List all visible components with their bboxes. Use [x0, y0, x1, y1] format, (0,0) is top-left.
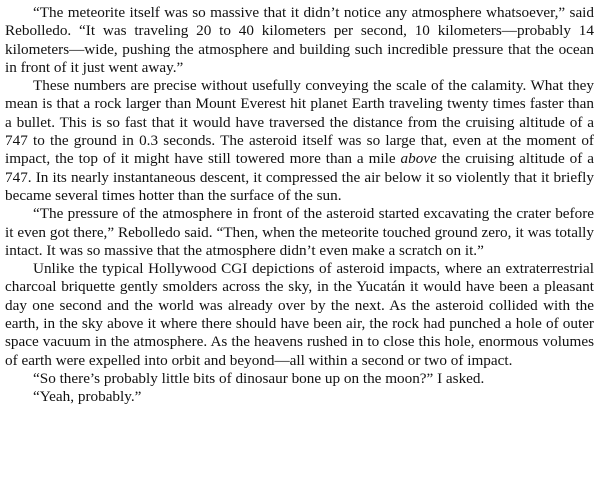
paragraph-2 — [5, 77, 594, 205]
paragraph-4 — [5, 260, 594, 370]
paragraph-text: “The meteorite itself was so massive that it didn’t notice any atmosphere whatsoever,” said Rebolledo. “It was traveling 20 to 40 kilometers per second, 10 kilometers—probably 14 kilometers—wide, pushing the atmosphere and building such incredible pressure that the ocean in front of it just went away.” — [5, 4, 594, 76]
paragraph-text: “The pressure of the atmosphere in front of the asteroid started excavating the crater before it even got there,” Rebolledo said. “Then, when the meteorite touched ground zero, it was totally intact. It was so massive that the atmosphere didn’t even make a scratch on it.” — [5, 205, 594, 259]
paragraph-text: These numbers are precise without usefully conveying the scale of the calamity. What they mean is that a rock larger than Mount Everest hit planet Earth traveling twenty times faster than a bullet. This is so fast that it would have traversed the distance from the cruising altitude of a 747 to the ground in 0.3 seconds. The asteroid itself was so large that, even at the moment of impact, the top of it might have still towered more than a mile — [5, 77, 594, 168]
paragraph-text: “So there’s probably little bits of dinosaur bone up on the moon?” I asked. — [33, 369, 485, 387]
paragraph-6 — [5, 388, 594, 406]
paragraph-3 — [5, 205, 594, 260]
emphasis-text: above — [400, 150, 437, 168]
paragraph-5 — [5, 370, 594, 388]
paragraph-text: the cruising altitude of a 747. In its nearly instantaneous descent, it compressed the air below it so violently that it briefly became several times hotter than the surface of the sun. — [5, 150, 594, 204]
paragraph-1 — [5, 4, 594, 77]
paragraph-text: “Yeah, probably.” — [33, 388, 142, 406]
paragraph-text: Unlike the typical Hollywood CGI depictions of asteroid impacts, where an extraterrestrial charcoal briquette gently smolders across the sky, in the Yucatán it would have been a pleasant day one second and the world was already over by the next. As the asteroid collided with the earth, in the sky above it where there should have been air, the rock had punched a hole of outer space vacuum in the atmosphere. As the heavens rushed in to close this hole, enormous volumes of earth were expelled into orbit and beyond—all within a second or two of impact. — [5, 260, 594, 369]
